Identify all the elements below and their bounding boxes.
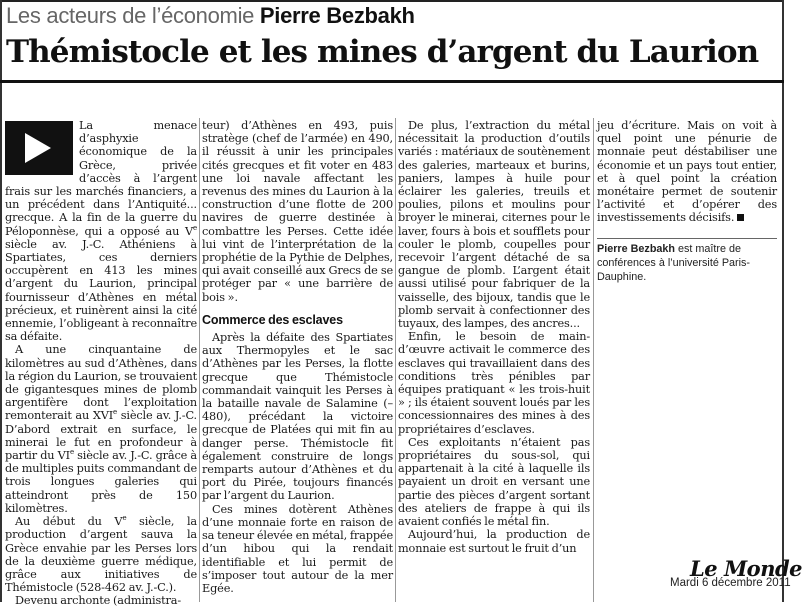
- newspaper-logo: Le Monde: [690, 556, 802, 581]
- section-subhead: Commerce des esclaves: [202, 312, 343, 327]
- paragraph: Ces mines dotèrent Athènes d’une monnaie forte en raison de sa teneur élevée en métal, frappée d’un hibou qui la rendait identifiable et lui permit de s’imposer tout autour de la mer Egée.: [202, 502, 393, 595]
- article-column-4: [597, 119, 777, 225]
- publication-date: Mardi 6 décembre 2011: [670, 577, 791, 589]
- paragraph: Ces exploitants n’étaient pas propriétaires du sous-sol, qui appartenait à la cité à laquelle ils payaient un droit en versant une partie des pièces d’argent sortant des ateliers de frappe à qui ils avaient confiés le métal fin.: [398, 435, 590, 529]
- paragraph: Aujourd’hui, la production de monnaie est surtout le fruit d’un: [398, 528, 590, 555]
- article-column-2: [202, 119, 393, 595]
- page-top-border: [0, 0, 784, 2]
- page-left-border: [0, 0, 2, 602]
- paragraph: teur) d’Athènes en 493, puis stratège (chef de l’armée) en 490, il réussit à unir les principales cités grecques et fit voter en 483 une loi navale affectant les revenus des mines du Laurion à la construction d’une flotte de 200 navires de guerre destinée à combattre les Perses. Cette idée lui vint de l’interprétation de la prophétie de la Pythie de Delphes, qui avait conseillé aux Grecs de se protéger par « une barrière de bois ».: [202, 119, 393, 304]
- page-right-border: [782, 0, 784, 602]
- end-of-article-icon: [737, 214, 744, 221]
- bio-author-name: Pierre Bezbakh: [597, 243, 676, 255]
- paragraph: Au début du Ve siècle, la production d’argent sauva la Grèce envahie par les Perses lors de la deuxième guerre médique, grâce aux initiatives de Thémistocle (528-462 av. J.-C.).: [5, 514, 197, 595]
- bio-text: est maître de conférences à l’université Paris-Dauphine.: [597, 243, 751, 283]
- headline-rule: [0, 80, 784, 83]
- column-divider: [593, 118, 594, 602]
- play-arrow-icon: [5, 121, 73, 175]
- paragraph: A une cinquantaine de kilomètres au sud d’Athènes, dans la région du Laurion, se trouvaient de gigantesques mines de plomb argentifère dont l’exploitation remonterait au XVIe siècle av. J.-C. D’abord extrait en surface, le minerai le fut en profondeur à partir du VIe siècle av. J.-C. grâce à de multiples puits commandant de trois longues galeries qui atteindront près de 150 kilomètres.: [5, 343, 197, 515]
- paragraph: Devenu archonte (administra-: [15, 594, 182, 608]
- paragraph: De plus, l’extraction du métal nécessitait la production d’outils variés : matériaux de soutènement des galeries, marteaux et burins, paniers, lampes à huile pour éclairer les galeries, treuils et poulies, pilons et moulins pour broyer le minerai, citernes pour le laver, fours à bois et soufflets pour couler le plomb, coupelles pour recevoir l’argent détaché de sa gangue de plomb. L’argent était aussi utilisé pour fabriquer de la vaisselle, des bijoux, tandis que le plomb servait à confectionner des tuyaux, des lampes, des ancres...: [398, 119, 590, 331]
- article-column-1: [5, 119, 197, 608]
- kicker: [6, 3, 415, 29]
- paragraph: jeu d’écriture. Mais on voit à quel point une pénurie de monnaie peut déstabiliser une économie et un pays tout entier, et à quel point la création monétaire permet de soutenir l’activité et d’opérer des investissements décisifs.: [597, 119, 777, 225]
- paragraph: Après la défaite des Spartiates aux Thermopyles et le sac d’Athènes par les Perses, la flotte grecque que Thémistocle commandait vainquit les Perses à la bataille navale de Salamine (– 480), précédant la victoire grecque de Platées qui mit fin au danger perse. Thémistocle fit également construire de longs remparts autour d’Athènes et du port du Pirée, toujours financés par l’argent du Laurion.: [202, 331, 393, 503]
- column-divider: [199, 118, 200, 602]
- column-divider: [395, 118, 396, 602]
- rubric-label: Les acteurs de l’économie: [6, 3, 255, 28]
- paragraph: Enfin, le besoin de main-d’œuvre activait le commerce des esclaves qui travaillaient dans des conditions très pénibles par équipes pratiquant « les trois-huit » ; ils étaient souvent loués par les concessionnaires des mines à des propriétaires d’esclaves.: [398, 330, 590, 436]
- article-column-3: [398, 119, 590, 555]
- page-title: Thémistocle et les mines d’argent du Laurion: [6, 34, 759, 70]
- bio-rule: [597, 238, 777, 239]
- paragraph: La menace d’asphyxie économique de la Grèce, privée d’accès à l’argent frais sur les marchés financiers, a un précédent dans l’Antiquité... grecque. A la fin de la guerre du Péloponnèse, qui a opposé au Ve siècle av. J.-C. Athéniens à Spartiates, ces derniers occupèrent en 413 les mines d’argent du Laurion, principal fournisseur d’Athènes en métal précieux, et ruinèrent ainsi la cité ennemie, l’obligeant à reconnaître sa défaite.: [5, 119, 197, 344]
- author-bio: [597, 242, 777, 284]
- kicker-author: Pierre Bezbakh: [259, 3, 415, 28]
